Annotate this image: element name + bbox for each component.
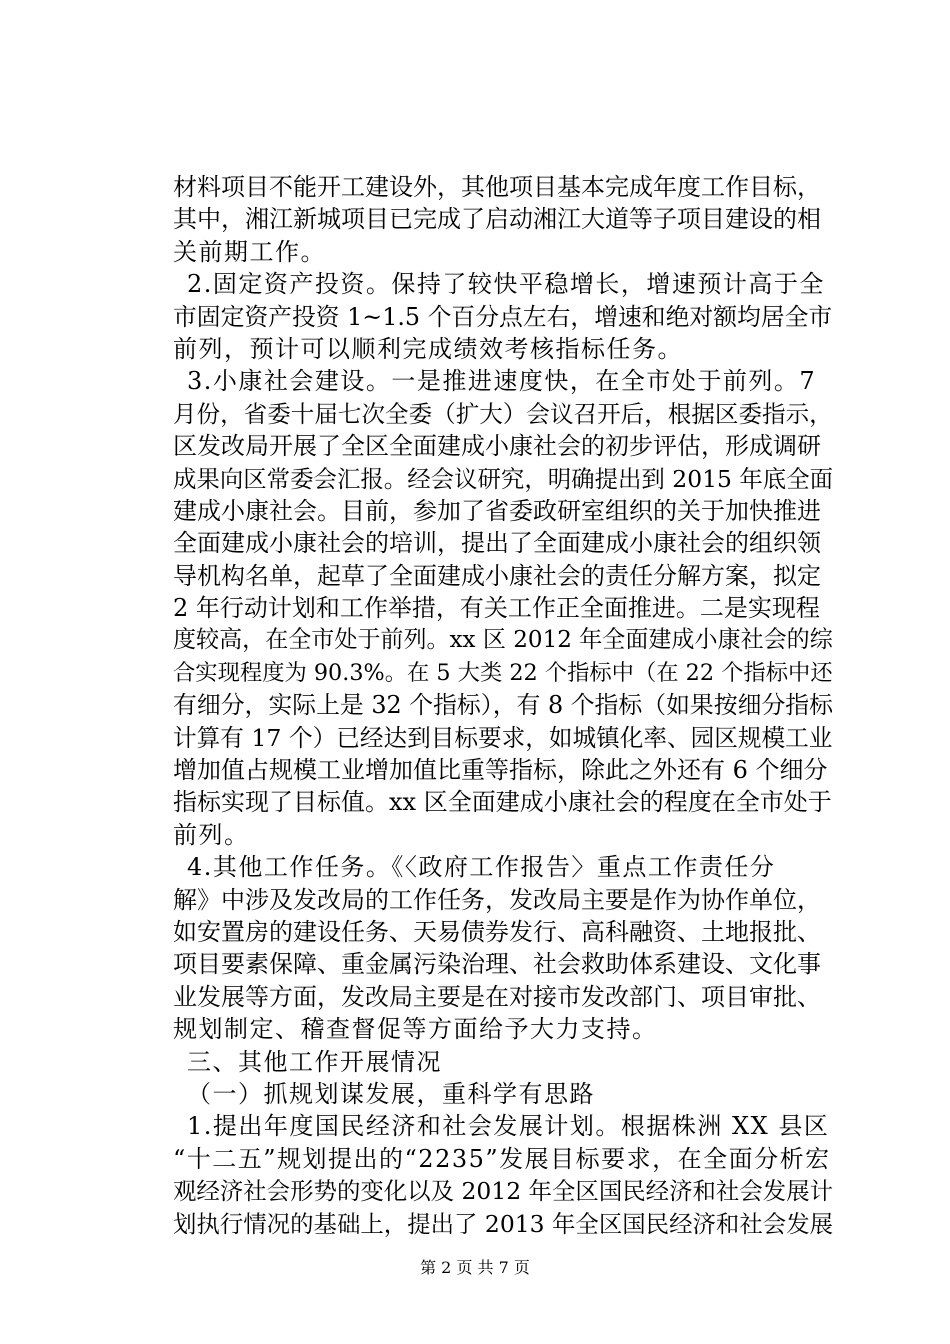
text-line: 合实现程度为 90.3%。在 5 大类 22 个指标中（在 22 个指标中还 [173, 659, 833, 686]
text-line: 关前期工作。 [173, 237, 326, 266]
text-line: 材料项目不能开工建设外，其他项目基本完成年度工作目标， [173, 173, 821, 201]
text-line: 有细分，实际上是 32 个指标），有 8 个指标（如果按细分指标 [173, 691, 833, 720]
text-line: 度较高，在全市处于前列。xx 区 2012 年全面建成小康社会的综 [173, 627, 833, 654]
text-line: 划执行情况的基础上，提出了 2013 年全区国民经济和社会发展 [173, 1209, 834, 1238]
text-line: 成果向区常委会汇报。经会议研究，明确提出到 2015 年底全面 [173, 464, 834, 493]
text-line: 前列，预计可以顺利完成绩效考核指标任务。 [173, 334, 683, 363]
text-line: 1.提出年度国民经济和社会发展计划。根据株洲 XX 县区 [187, 1112, 830, 1141]
text-line: 导机构名单，起草了全面建成小康社会的责任分解方案，拟定 [173, 561, 821, 590]
text-line: 全面建成小康社会的培训，提出了全面建成小康社会的组织领 [173, 529, 821, 558]
text-line: 项目要素保障、重金属污染治理、社会救助体系建设、文化事 [173, 950, 821, 979]
text-line: 2.固定资产投资。保持了较快平稳增长，增速预计高于全 [187, 270, 825, 299]
page-footer: 第 2 页 共 7 页 [420, 1258, 530, 1277]
document-body [173, 171, 833, 1240]
text-line: 指标实现了目标值。xx 区全面建成小康社会的程度在全市处于 [173, 788, 832, 817]
text-line: “十二五”规划提出的“2235”发展目标要求，在全面分析宏 [173, 1144, 831, 1173]
text-line: 2 年行动计划和工作举措，有关工作正全面推进。二是实现程 [173, 594, 820, 623]
text-line: 3.小康社会建设。一是推进速度快，在全市处于前列。7 [187, 367, 817, 396]
text-line: 前列。 [173, 820, 250, 849]
text-line: 计算有 17 个）已经达到目标要求，如城镇化率、园区规模工业 [173, 723, 833, 752]
text-line: 观经济社会形势的变化以及 2012 年全区国民经济和社会发展计 [173, 1177, 834, 1206]
text-line: 其中，湘江新城项目已完成了启动湘江大道等子项目建设的相 [173, 205, 821, 234]
text-line: 业发展等方面，发改局主要是在对接市发改部门、项目审批、 [173, 982, 821, 1011]
text-line: 4.其他工作任务。《〈政府工作报告〉重点工作责任分 [187, 853, 776, 882]
text-line: 增加值占规模工业增加值比重等指标，除此之外还有 6 个细分 [173, 756, 828, 785]
text-line: 如安置房的建设任务、天易债券发行、高科融资、土地报批、 [173, 917, 821, 946]
text-line: 市固定资产投资 1~1.5 个百分点左右，增速和绝对额均居全市 [173, 302, 833, 331]
text-line: （一）抓规划谋发展，重科学有思路 [187, 1079, 595, 1108]
text-line: 月份，省委十届七次全委（扩大）会议召开后，根据区委指示， [173, 399, 833, 428]
text-line: 规划制定、稽查督促等方面给予大力支持。 [173, 1015, 658, 1044]
text-line: 解》中涉及发改局的工作任务，发改局主要是作为协作单位， [173, 885, 821, 914]
text-line: 三、其他工作开展情况 [187, 1047, 442, 1076]
text-line: 区发改局开展了全区全面建成小康社会的初步评估，形成调研 [173, 432, 821, 461]
text-line: 建成小康社会。目前，参加了省委政研室组织的关于加快推进 [173, 496, 821, 525]
